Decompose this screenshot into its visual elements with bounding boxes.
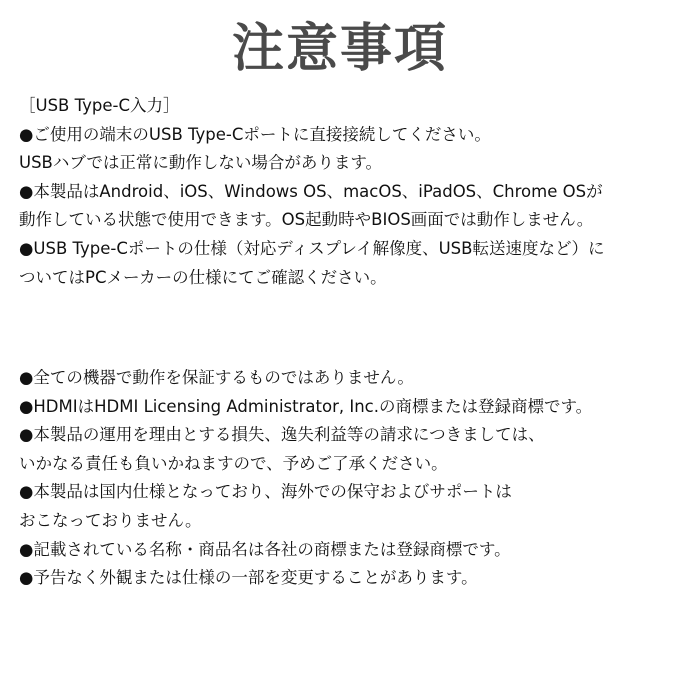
note-line: ●記載されている名称・商品名は各社の商標または登録商標です。: [19, 539, 511, 559]
note-line: ●本製品はAndroid、iOS、Windows OS、macOS、iPadOS、Chrome OSが: [19, 181, 603, 201]
page-title: 注意事項: [231, 19, 448, 79]
note-line: ●本製品の運用を理由とする損失、逸失利益等の請求につきましては、: [19, 425, 545, 445]
note-line: ●予告なく外観または仕様の一部を変更することがあります。: [19, 568, 478, 588]
note-line: おこなっておりません。: [19, 510, 202, 530]
note-line: ついてはPCメーカーの仕様にてご確認ください。: [19, 267, 387, 287]
note-line: ●本製品は国内仕様となっており、海外での保守およびサポートは: [19, 482, 512, 502]
usb-typec-notes: [19, 92, 669, 292]
note-line: ●ご使用の端末のUSB Type-Cポートに直接接続してください。: [19, 124, 491, 144]
note-line: ●HDMIはHDMI Licensing Administrator, Inc.の商標または登録商標です。: [19, 396, 593, 416]
note-line: 動作している状態で使用できます。OS起動時やBIOS画面では動作しません。: [19, 210, 594, 230]
note-line: USBハブでは正常に動作しない場合があります。: [19, 153, 383, 173]
note-line: ●全ての機器で動作を保証するものではありません。: [19, 368, 414, 387]
general-notes: [19, 364, 669, 593]
note-line: ●USB Type-Cポートの仕様（対応ディスプレイ解像度、USB転送速度など）に: [19, 238, 605, 258]
note-line: いかなる責任も負いかねますので、予めご了承ください。: [19, 453, 448, 473]
section-heading-usb-typec: ［USB Type-C入力］: [19, 96, 180, 115]
